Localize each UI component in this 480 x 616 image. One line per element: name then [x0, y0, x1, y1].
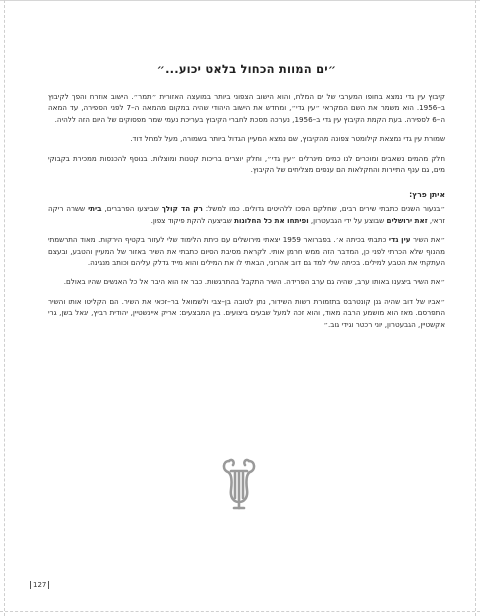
- quote-songs-text-2: שביצעו הפרברים,: [101, 204, 162, 214]
- quote-recording: ״אביו של דוב שהיה גנן קונטרבס בתזמורת רשות השידור, נתן לטובה בן–צבי ולשמואל בר–זכאי את השיר. הם הקליטו אותו והשיר התפרסם. מאז הוא מושמע הרבה מאוד, והוא זכה למעל שבעים ביצועים. בין המבצעים: אריק איינשטיין, יהודית רביץ, יגאל בשן, גרי אקשטיין, הגבעטרון, יוני רכטר וגידי גוב.״: [48, 296, 445, 329]
- page-frame-bottom: [0, 611, 480, 612]
- paragraph-reserve: שמורת עין גדי נמצאת קילומטר צפונה מהקיבוץ, שם נמצא המעיין הגדול ביותר בשמורה, מעל למחל דוד.: [130, 134, 445, 144]
- song-title-zot-yerushalayim: זאת ירושלים: [386, 215, 428, 225]
- page-frame-top: [0, 0, 480, 1]
- quote-songs: [48, 203, 445, 226]
- page-number: [30, 581, 49, 589]
- page-number-bar-left: [30, 581, 31, 589]
- quote-songs-text-3: ששרה ריקה זראי,: [48, 204, 445, 225]
- article: [48, 62, 445, 338]
- song-title-pitchu-et-kol-hachalonot: ופיתחו את כל החלונות: [234, 215, 309, 225]
- page-title: ״ים המוות הכחול בלאט יכוע...״: [156, 62, 337, 76]
- quote-songs-text-5: שביצעה להקת פיקוד צפון.: [150, 215, 235, 225]
- page-frame-right: [475, 0, 476, 616]
- lyre-icon: [220, 452, 258, 512]
- paragraph-water: חלק מהמים נשאבים ומוכרים לנו כמים מינרלים ״עין גדי״, וחלק יוצרים בריכות קטנות ומוצלות. בנוסף להכנסות ממכירת בקבוקי מים, גם ענף התיירות והחקלאות הם ענפים מצליחים של הקיבוץ.: [48, 153, 445, 175]
- page-frame-left: [4, 0, 5, 616]
- quote-songs-text-4: שבוצע על ידי הגבעטרון,: [308, 215, 387, 225]
- quote-ein-gedi-text-1: ״את השיר: [410, 235, 445, 245]
- quote-ein-gedi-text-2: כתבתי בכיתה א׳. בפברואר 1959 יצאתי מירושלים עם כיתת הלימוד שלי לעזור בקטיף הירקות. מאוד התרשמתי מהנוף שלא הכרתי לפני כן, המדבר הזה ממש חרמן אותי. לקראת מסיבת הסיום כתבתי את השיר באזור של המעיין והטבע, ובעצם העתקתי את הטבע למילים. בכיתה שלי למד גם דוב אהרוני, הבאתי לו את המילים והוא מייד גדלק עליהם וכותב מנגינה.: [48, 235, 445, 268]
- song-title-rak-hed-kolech: רק הד קולך: [161, 204, 203, 214]
- section-heading: איתן פרץ:: [409, 190, 445, 200]
- page-number-bar-right: [48, 581, 49, 589]
- quote-ein-gedi: [48, 234, 445, 268]
- song-title-ein-gedi: עין גדי: [388, 235, 411, 245]
- quote-songs-text-1: ״בנעור השנים כתבתי שירים רבים, שחלקם הפכו ללהיטים גדולים. כמו למשל:: [202, 204, 445, 214]
- quote-performance: ״את השיר ביצענו באותו ערב, שהיה גם ערב הפרידה. השיר התקבל בהתרגשות. כבר אז הוא היבר אל כל האנשים שהיו באולם.: [63, 277, 445, 287]
- paragraph-intro: קיבוץ עין גדי נמצא בחופו המערבי של ים המלח, והוא הישוב הצפוני ביותר במועצה האזורית ״תמר״. הישוב אוזרח והפך לקיבוץ ב–1956. הוא משמר את השם המקראי ״עין גדי״, ומחדש את הישוב היהודי שהיה במקום מהמאה ה–7 לפני הספירה, עד המאה ה–6 לספירה. בעת הקמת הקיבוץ עין גדי ב–1956, נערכה מסכת לחברי הקיבוץ בעריכת נעמי שמר מפסוקים של היום הזה ללהיה.: [48, 92, 445, 124]
- page-number-value: 127: [33, 581, 47, 589]
- song-title-beiti: ביתי: [88, 204, 102, 214]
